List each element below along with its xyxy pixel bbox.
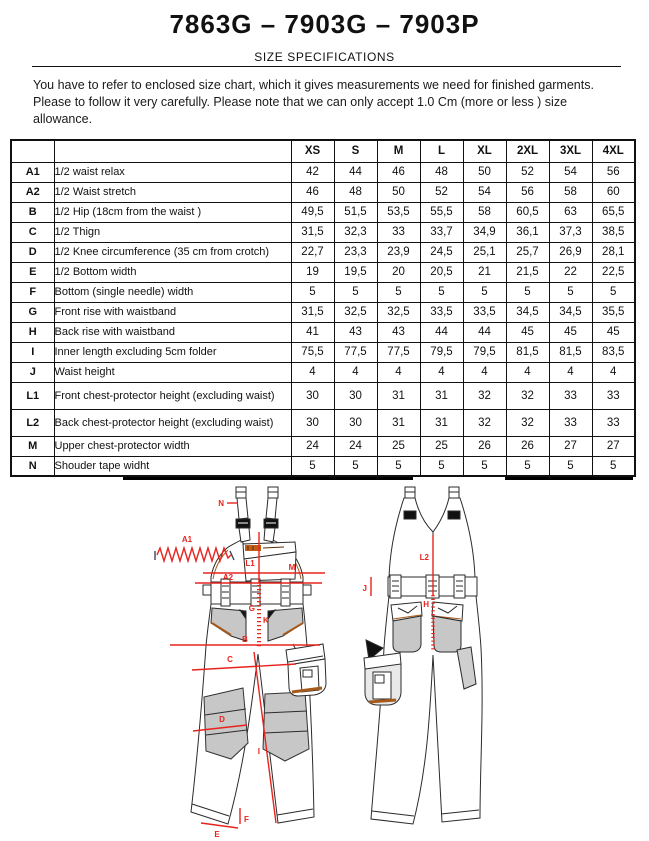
table-row <box>11 242 635 262</box>
row-value: 35,5 <box>592 302 635 322</box>
row-value: 20 <box>377 262 420 282</box>
row-value: 5 <box>463 456 506 476</box>
row-value: 22,5 <box>592 262 635 282</box>
row-value: 41 <box>291 322 334 342</box>
row-value: 48 <box>334 182 377 202</box>
row-value: 32 <box>506 382 549 409</box>
row-value: 46 <box>377 162 420 182</box>
row-value: 44 <box>334 162 377 182</box>
row-label: 1/2 waist relax <box>54 162 291 182</box>
row-value: 30 <box>291 382 334 409</box>
size-table <box>10 139 636 477</box>
section-subtitle: SIZE SPECIFICATIONS <box>254 50 395 64</box>
row-value: 25,7 <box>506 242 549 262</box>
row-code: A2 <box>11 182 54 202</box>
row-value: 34,9 <box>463 222 506 242</box>
row-value: 54 <box>549 162 592 182</box>
row-value: 43 <box>377 322 420 342</box>
row-value: 31 <box>420 409 463 436</box>
row-value: 5 <box>592 456 635 476</box>
row-value: 83,5 <box>592 342 635 362</box>
table-row <box>11 409 635 436</box>
row-value: 5 <box>377 456 420 476</box>
row-value: 37,3 <box>549 222 592 242</box>
holster-trim <box>369 700 396 702</box>
table-row <box>11 162 635 182</box>
measure-label-f: F <box>244 815 249 824</box>
measure-label-e: E <box>214 830 220 839</box>
measure-label-g: G <box>248 604 255 613</box>
row-label: Inner length excluding 5cm folder <box>54 342 291 362</box>
row-value: 23,3 <box>334 242 377 262</box>
measure-label-a1: A1 <box>181 535 193 544</box>
row-value: 77,5 <box>377 342 420 362</box>
row-value: 65,5 <box>592 202 635 222</box>
row-value: 43 <box>334 322 377 342</box>
row-value: 5 <box>334 282 377 302</box>
table-header-row <box>11 140 635 162</box>
knee-pad <box>263 692 309 761</box>
table-bottom-rule <box>505 477 633 480</box>
row-value: 27 <box>549 436 592 456</box>
row-value: 5 <box>549 282 592 302</box>
row-value: 32,3 <box>334 222 377 242</box>
garment-diagram <box>0 482 649 841</box>
buckle <box>404 511 416 519</box>
column-header: 3XL <box>549 140 592 162</box>
column-header: 2XL <box>506 140 549 162</box>
row-value: 45 <box>506 322 549 342</box>
table-row <box>11 202 635 222</box>
knee-pad <box>204 688 248 759</box>
header-desc-cell <box>54 140 291 162</box>
row-value: 25,1 <box>463 242 506 262</box>
row-value: 33 <box>377 222 420 242</box>
row-value: 33 <box>592 382 635 409</box>
row-value: 19 <box>291 262 334 282</box>
header-code-cell <box>11 140 54 162</box>
measure-line-e <box>201 823 238 828</box>
row-value: 55,5 <box>420 202 463 222</box>
column-header: S <box>334 140 377 162</box>
table-row <box>11 302 635 322</box>
row-value: 51,5 <box>334 202 377 222</box>
row-code: A1 <box>11 162 54 182</box>
row-value: 5 <box>334 456 377 476</box>
measure-spring-a1 <box>157 548 231 561</box>
row-value: 34,5 <box>506 302 549 322</box>
back-pocket <box>391 602 422 652</box>
row-label: Back rise with waistband <box>54 322 291 342</box>
holster-pocket <box>364 653 401 705</box>
measure-label-k: K <box>263 616 269 625</box>
row-value: 79,5 <box>420 342 463 362</box>
row-value: 22 <box>549 262 592 282</box>
row-value: 54 <box>463 182 506 202</box>
row-value: 5 <box>377 282 420 302</box>
row-code: D <box>11 242 54 262</box>
row-value: 52 <box>506 162 549 182</box>
measure-label-a2: A2 <box>222 573 234 582</box>
row-value: 44 <box>463 322 506 342</box>
row-value: 21 <box>463 262 506 282</box>
row-value: 81,5 <box>506 342 549 362</box>
row-value: 5 <box>463 282 506 302</box>
row-value: 33,5 <box>420 302 463 322</box>
row-value: 48 <box>420 162 463 182</box>
row-value: 24 <box>334 436 377 456</box>
row-code: B <box>11 202 54 222</box>
row-label: Front chest-protector height (excluding waist) <box>54 382 291 409</box>
row-value: 36,1 <box>506 222 549 242</box>
row-value: 5 <box>506 456 549 476</box>
row-value: 21,5 <box>506 262 549 282</box>
row-value: 26,9 <box>549 242 592 262</box>
row-label: 1/2 Thign <box>54 222 291 242</box>
row-value: 32 <box>506 409 549 436</box>
row-code: F <box>11 282 54 302</box>
row-value: 32,5 <box>334 302 377 322</box>
row-value: 33,7 <box>420 222 463 242</box>
row-value: 33 <box>549 382 592 409</box>
column-header: XS <box>291 140 334 162</box>
row-value: 53,5 <box>377 202 420 222</box>
row-value: 46 <box>291 182 334 202</box>
row-value: 33 <box>592 409 635 436</box>
row-value: 32,5 <box>377 302 420 322</box>
row-code: H <box>11 322 54 342</box>
row-value: 60,5 <box>506 202 549 222</box>
row-code: C <box>11 222 54 242</box>
row-value: 25 <box>420 436 463 456</box>
row-value: 63 <box>549 202 592 222</box>
row-label: 1/2 Knee circumference (35 cm from crotch) <box>54 242 291 262</box>
waist-side-tab <box>203 585 211 595</box>
row-value: 60 <box>592 182 635 202</box>
row-value: 4 <box>463 362 506 382</box>
divider-line <box>32 66 621 67</box>
row-label: Front rise with waistband <box>54 302 291 322</box>
row-value: 22,7 <box>291 242 334 262</box>
row-code: L1 <box>11 382 54 409</box>
row-value: 52 <box>420 182 463 202</box>
row-value: 58 <box>463 202 506 222</box>
row-value: 5 <box>291 456 334 476</box>
row-value: 75,5 <box>291 342 334 362</box>
table-row <box>11 342 635 362</box>
cargo-pocket <box>286 644 326 696</box>
row-value: 5 <box>420 456 463 476</box>
row-value: 4 <box>506 362 549 382</box>
table-row <box>11 182 635 202</box>
table-bottom-rule <box>123 477 413 480</box>
waist-side-tab <box>303 585 311 595</box>
row-code: G <box>11 302 54 322</box>
row-value: 5 <box>420 282 463 302</box>
row-value: 34,5 <box>549 302 592 322</box>
table-row <box>11 282 635 302</box>
row-value: 30 <box>291 409 334 436</box>
row-value: 4 <box>592 362 635 382</box>
table-row <box>11 436 635 456</box>
row-value: 24,5 <box>420 242 463 262</box>
row-value: 50 <box>463 162 506 182</box>
row-code: L2 <box>11 409 54 436</box>
row-value: 26 <box>463 436 506 456</box>
row-value: 32 <box>463 409 506 436</box>
measure-label-l2: L2 <box>419 553 429 562</box>
row-value: 45 <box>549 322 592 342</box>
row-value: 31 <box>420 382 463 409</box>
row-value: 79,5 <box>463 342 506 362</box>
row-value: 31,5 <box>291 302 334 322</box>
row-value: 4 <box>334 362 377 382</box>
row-code: M <box>11 436 54 456</box>
row-label: Bottom (single needle) width <box>54 282 291 302</box>
row-label: Upper chest-protector width <box>54 436 291 456</box>
row-code: J <box>11 362 54 382</box>
row-value: 25 <box>377 436 420 456</box>
row-value: 31 <box>377 382 420 409</box>
row-label: Shouder tape widht <box>54 456 291 476</box>
size-table-body <box>11 162 635 476</box>
row-value: 28,1 <box>592 242 635 262</box>
row-value: 31 <box>377 409 420 436</box>
column-header: XL <box>463 140 506 162</box>
page-title: 7863G – 7903G – 7903P <box>169 9 480 39</box>
measure-label-l1: L1 <box>245 559 255 568</box>
table-row <box>11 222 635 242</box>
row-value: 42 <box>291 162 334 182</box>
row-value: 5 <box>506 282 549 302</box>
back-strap <box>389 498 433 578</box>
row-code: E <box>11 262 54 282</box>
row-value: 81,5 <box>549 342 592 362</box>
measure-label-d: D <box>219 715 225 724</box>
row-value: 77,5 <box>334 342 377 362</box>
row-value: 44 <box>420 322 463 342</box>
row-value: 4 <box>549 362 592 382</box>
row-value: 5 <box>291 282 334 302</box>
row-value: 49,5 <box>291 202 334 222</box>
column-header: L <box>420 140 463 162</box>
measure-label-j: J <box>362 584 367 593</box>
row-value: 20,5 <box>420 262 463 282</box>
row-value: 50 <box>377 182 420 202</box>
back-view <box>364 487 482 824</box>
row-label: 1/2 Bottom width <box>54 262 291 282</box>
row-value: 23,9 <box>377 242 420 262</box>
measure-label-h: H <box>423 600 429 609</box>
row-value: 56 <box>506 182 549 202</box>
row-label: 1/2 Hip (18cm from the waist ) <box>54 202 291 222</box>
intro-text: You have to refer to enclosed size chart, which it gives measurements we need for finished garments. Please to follow it very carefully. Please note that we can only accept 1.0 Cm (more or less ) size allowance. <box>33 78 594 126</box>
row-value: 31,5 <box>291 222 334 242</box>
measure-label-n: N <box>218 499 224 508</box>
row-value: 56 <box>592 162 635 182</box>
table-row <box>11 382 635 409</box>
row-value: 32 <box>463 382 506 409</box>
back-trousers <box>371 596 482 824</box>
row-label: 1/2 Waist stretch <box>54 182 291 202</box>
row-label: Back chest-protector height (excluding waist) <box>54 409 291 436</box>
table-row <box>11 322 635 342</box>
row-value: 19,5 <box>334 262 377 282</box>
buckle <box>448 511 460 519</box>
measure-label-i: I <box>257 747 260 756</box>
measure-label-b: B <box>242 635 248 644</box>
column-header: 4XL <box>592 140 635 162</box>
row-value: 27 <box>592 436 635 456</box>
row-value: 33,5 <box>463 302 506 322</box>
row-value: 58 <box>549 182 592 202</box>
row-value: 5 <box>592 282 635 302</box>
back-pocket <box>432 602 463 652</box>
row-value: 4 <box>291 362 334 382</box>
row-value: 4 <box>420 362 463 382</box>
row-value: 5 <box>549 456 592 476</box>
row-value: 45 <box>592 322 635 342</box>
row-value: 24 <box>291 436 334 456</box>
row-label: Waist height <box>54 362 291 382</box>
row-value: 26 <box>506 436 549 456</box>
measure-label-m: M <box>288 563 296 572</box>
table-row <box>11 262 635 282</box>
row-value: 30 <box>334 409 377 436</box>
row-value: 38,5 <box>592 222 635 242</box>
belt-loops-back <box>390 575 465 598</box>
column-header: M <box>377 140 420 162</box>
row-code: N <box>11 456 54 476</box>
row-value: 30 <box>334 382 377 409</box>
row-value: 33 <box>549 409 592 436</box>
row-code: I <box>11 342 54 362</box>
back-strap <box>433 498 475 578</box>
front-straps <box>236 487 278 542</box>
measure-label-c: C <box>227 655 233 664</box>
row-value: 4 <box>377 362 420 382</box>
table-row <box>11 456 635 476</box>
table-row <box>11 362 635 382</box>
